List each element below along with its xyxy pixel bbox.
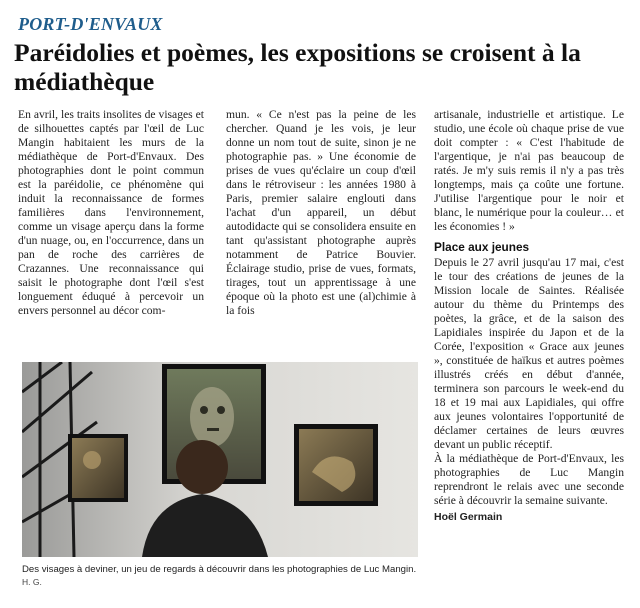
body-paragraph: artisanale, industrielle et artistique. Le studio, une école où chaque prise de vue doit compter : « C'est l'habitude de l'argentique, je n'ai pas beaucoup de ratés. Je m'y suis remis il n'y a pas très longtemps, mais ça coûte une fortune. J'utilise l'argentique pour le noir et blanc, le numérique pour la couleur… et les économies ! »	[434, 108, 624, 233]
body-paragraph: En avril, les traits insolites de visages et de silhouettes captés par l'œil de Luc Mangin habitaient les murs de la médiathèque de Port-d'Envaux. Des photographies dont le point commun est la paréidolie, ce phénomène qui induit la reconnaissance de formes familières dans l'environnement, comme un visage aperçu dans la forme d'un nuage, ou, en l'occurrence, dans un pan de roche des carrières de Crazannes. Une reconnaissance qui saisit le photographe dont l'œil s'est longuement éduqué à percevoir un envers personnel au décor com-	[18, 108, 204, 317]
body-paragraph: mun. « Ce n'est pas la peine de les chercher. Quand je les vois, je leur donne un nom tout de suite, sinon je ne photographie pas. » Une économie de prises de vues qu'éclaire un coup d'œil dans le rétroviseur : les années 1980 à Paris, premier salaire englouti dans l'achat d'un appareil, un début autodidacte qui se consolidera ensuite en tant qu'assistant photographe auprès notamment de Patrice Bouvier. Éclairage studio, prise de vues, formats, tirages, tout un apprentissage à une époque où la photo est une (al)chimie à la fois	[226, 108, 416, 317]
article-column-1	[18, 108, 204, 318]
article-headline: Paréidolies et poèmes, les expositions se croisent à la médiathèque	[14, 38, 581, 96]
author-byline: Hoël Germain	[434, 511, 503, 523]
caption-text: Des visages à deviner, un jeu de regards à découvrir dans les photographies de Luc Mangin.	[22, 564, 417, 575]
body-paragraph: Depuis le 27 avril jusqu'au 17 mai, c'est le tour des créations de jeunes de la Mission locale de Saintes. Réalisée autour du thème du Printemps des poètes, la grâce, et de la saison des Lapidiales inspirée du Japon et de la Corée, l'exposition « Grace aux jeunes », constituée de haïkus et autres poèmes illustrés créés en début d'année, terminera son parcours le week-end du 18 et 19 mai aux Lapidiales, qui offre aux jeunes volontaires l'opportunité de déclamer certaines de leurs œuvres devant un public réceptif.	[434, 256, 624, 451]
body-paragraph: À la médiathèque de Port-d'Envaux, les photographies de Luc Mangin reprendront le relais avec une seconde série à découvrir la semaine suivante.	[434, 452, 624, 507]
section-subheading: Place aux jeunes	[434, 240, 530, 254]
article-photo	[22, 362, 418, 557]
article-column-2	[226, 108, 416, 318]
photo-credit: H. G.	[22, 577, 42, 587]
article-column-3	[434, 108, 624, 524]
photo-caption	[22, 563, 418, 589]
section-kicker: PORT-D'ENVAUX	[18, 14, 163, 34]
